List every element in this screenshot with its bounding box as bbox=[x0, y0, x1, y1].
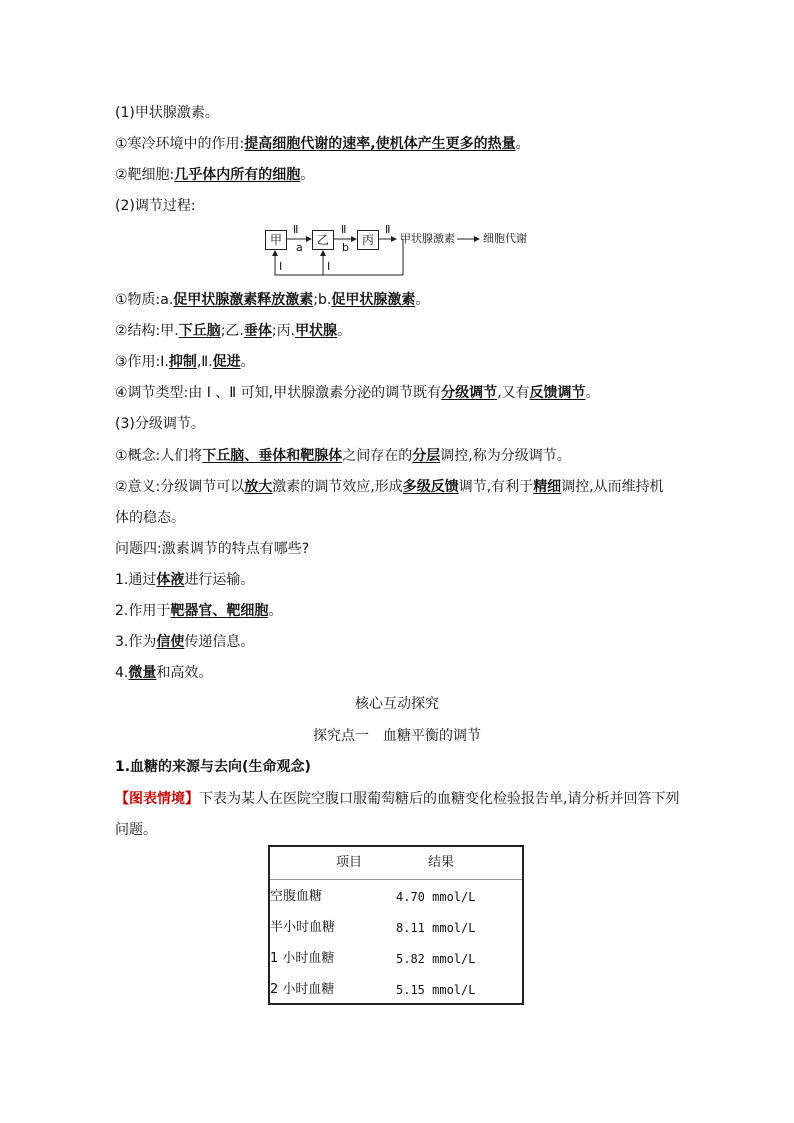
answer: 下丘脑 bbox=[178, 323, 221, 339]
answer: 多级反馈 bbox=[402, 479, 459, 495]
feature-3 bbox=[115, 632, 254, 652]
answer: 信使 bbox=[156, 634, 185, 650]
row-item: 半小时血糖 bbox=[270, 920, 336, 935]
item-1-heading: 1.血糖的来源与去向(生命观念) bbox=[115, 759, 311, 775]
metabolism-label: 细胞代谢 bbox=[483, 232, 527, 245]
text: 进行运输。 bbox=[184, 572, 255, 588]
answer: 几乎体内所有的细胞 bbox=[174, 167, 301, 183]
text: 1.通过 bbox=[115, 572, 157, 588]
scenario-line bbox=[115, 789, 679, 809]
text: 调控,从而维持机 bbox=[561, 479, 664, 495]
section-1-heading: (1)甲状腺激素。 bbox=[115, 105, 219, 121]
structure-line bbox=[115, 321, 351, 341]
answer: 微量 bbox=[128, 665, 157, 681]
label-a: a bbox=[296, 241, 303, 254]
node-yi: 乙 bbox=[312, 230, 334, 250]
label-i: Ⅰ bbox=[279, 260, 283, 273]
text: ②结构:甲. bbox=[115, 323, 179, 339]
answer: 抑制 bbox=[168, 354, 197, 370]
answer: 放大 bbox=[244, 479, 273, 495]
text: ①概念:人们将 bbox=[115, 448, 203, 464]
row-result: 8.11 mmol/L bbox=[396, 921, 476, 935]
scenario-tag: 【图表情境】 bbox=[115, 791, 199, 807]
text: 3.作为 bbox=[115, 634, 157, 650]
feature-4 bbox=[115, 663, 212, 683]
answer: 下丘脑、垂体和靶腺体 bbox=[202, 448, 343, 464]
text: ;b. bbox=[313, 292, 332, 308]
text: 调节,有利于 bbox=[458, 479, 534, 495]
row-item: 空腹血糖 bbox=[270, 889, 323, 904]
label-ii: Ⅱ bbox=[341, 223, 347, 236]
section-2-heading: (2)调节过程: bbox=[115, 198, 196, 214]
text: ③作用:Ⅰ. bbox=[115, 354, 169, 370]
regulation-diagram bbox=[262, 224, 532, 280]
row-result: 4.70 mmol/L bbox=[396, 890, 476, 904]
text: 传递信息。 bbox=[184, 634, 255, 650]
core-subtitle: 探究点一 血糖平衡的调节 bbox=[313, 728, 481, 744]
header-item: 项目 bbox=[336, 855, 363, 870]
text: ;乙. bbox=[220, 323, 244, 339]
node-bing: 丙 bbox=[357, 230, 379, 250]
answer: 促甲状腺激素 bbox=[331, 292, 416, 308]
text: 之间存在的 bbox=[342, 448, 413, 464]
label-i: Ⅰ bbox=[327, 260, 331, 273]
target-cell-line bbox=[115, 165, 314, 185]
significance-line-cont: 体的稳态。 bbox=[115, 510, 185, 526]
row-item: 1 小时血糖 bbox=[270, 951, 335, 966]
text: 。 bbox=[300, 167, 315, 183]
answer: 反馈调节 bbox=[529, 385, 586, 401]
answer: 甲状腺 bbox=[295, 323, 338, 339]
text: 。 bbox=[515, 136, 530, 152]
concept-line bbox=[115, 446, 571, 466]
text: ;丙. bbox=[271, 323, 296, 339]
answer: 精细 bbox=[533, 479, 562, 495]
answer: 分层 bbox=[412, 448, 441, 464]
text: ④调节类型:由 Ⅰ 、Ⅱ 可知,甲状腺激素分泌的调节既有 bbox=[115, 385, 442, 401]
regulation-type-line bbox=[115, 383, 600, 403]
label-ii: Ⅱ bbox=[293, 223, 299, 236]
hormone-label: 甲状腺激素 bbox=[400, 232, 455, 245]
label-ii: Ⅱ bbox=[385, 223, 391, 236]
text: 。 bbox=[415, 292, 430, 308]
answer: 分级调节 bbox=[441, 385, 498, 401]
text: 。 bbox=[337, 323, 352, 339]
answer: 靶器官、靶细胞 bbox=[170, 603, 269, 619]
text: 。 bbox=[240, 354, 255, 370]
section-3-heading: (3)分级调节。 bbox=[115, 416, 205, 432]
row-result: 5.15 mmol/L bbox=[396, 983, 476, 997]
significance-line bbox=[115, 477, 664, 497]
text: 下表为某人在医院空腹口服葡萄糖后的血糖变化检验报告单,请分析并回答下列 bbox=[199, 791, 680, 807]
text: ,Ⅱ. bbox=[196, 354, 213, 370]
header-result: 结果 bbox=[428, 855, 455, 870]
answer: 垂体 bbox=[243, 323, 272, 339]
text: ②靶细胞: bbox=[115, 167, 175, 183]
text: 和高效。 bbox=[156, 665, 213, 681]
text: ①寒冷环境中的作用: bbox=[115, 136, 245, 152]
answer: 提高细胞代谢的速率,使机体产生更多的热量 bbox=[244, 136, 516, 152]
text: 4. bbox=[115, 665, 129, 681]
effect-line bbox=[115, 352, 255, 372]
substance-line bbox=[115, 290, 429, 310]
scenario-line-cont: 问题。 bbox=[115, 822, 157, 838]
row-result: 5.82 mmol/L bbox=[396, 952, 476, 966]
table-header bbox=[270, 847, 522, 880]
thyroid-cold-function-line bbox=[115, 134, 530, 154]
feature-1 bbox=[115, 570, 254, 590]
text: 。 bbox=[268, 603, 283, 619]
question-4-heading: 问题四:激素调节的特点有哪些? bbox=[115, 541, 310, 557]
text: 。 bbox=[585, 385, 600, 401]
text: 2.作用于 bbox=[115, 603, 171, 619]
blood-glucose-table bbox=[268, 845, 524, 1005]
answer: 促甲状腺激素释放激素 bbox=[173, 292, 314, 308]
text: ,又有 bbox=[497, 385, 530, 401]
text: 调控,称为分级调节。 bbox=[440, 448, 571, 464]
text: ①物质:a. bbox=[115, 292, 174, 308]
feature-2 bbox=[115, 601, 282, 621]
text: ②意义:分级调节可以 bbox=[115, 479, 245, 495]
answer: 体液 bbox=[156, 572, 185, 588]
node-jia: 甲 bbox=[265, 230, 287, 250]
core-title: 核心互动探究 bbox=[355, 696, 439, 712]
label-b: b bbox=[342, 241, 349, 254]
text: 激素的调节效应,形成 bbox=[272, 479, 403, 495]
row-item: 2 小时血糖 bbox=[270, 982, 335, 997]
answer: 促进 bbox=[212, 354, 241, 370]
